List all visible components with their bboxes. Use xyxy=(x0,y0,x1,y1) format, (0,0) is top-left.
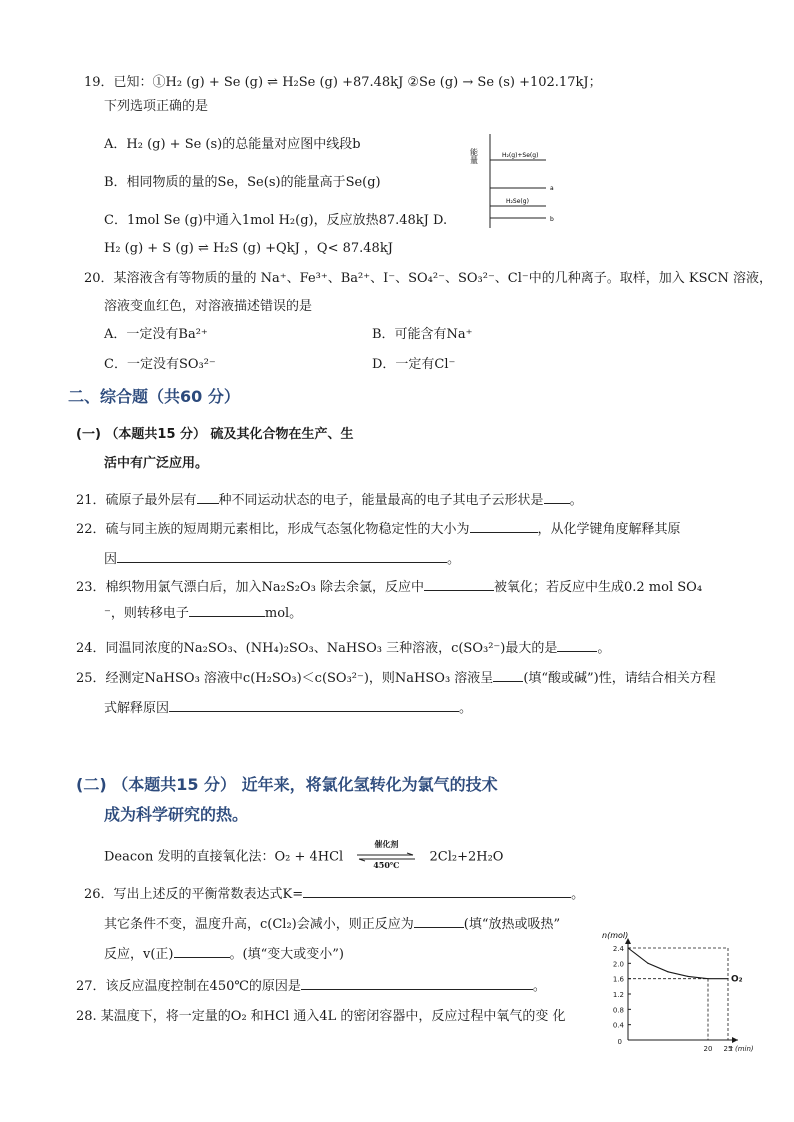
o2-data-point xyxy=(727,978,728,979)
q26-blank-2[interactable] xyxy=(414,914,464,928)
catalyst-label: 催化剂 xyxy=(374,839,399,849)
q19-stem: 19．已知：①H₂ (g) + Se (g) ⇌ H₂Se (g) +87.48kJ ②Se (g) → Se (s) +102.17kJ； xyxy=(84,75,602,90)
temperature-label: 450℃ xyxy=(373,860,400,870)
y-tick-label: 0.8 xyxy=(612,1006,624,1015)
q22-blank-1[interactable] xyxy=(470,519,538,533)
q25: 25．经测定NaHSO₃ 溶液中c(H₂SO₃)＜c(SO₃²⁻)，则NaHSO₃ 溶液呈 (填“酸或碱”)性，请结合相关方程 xyxy=(76,668,716,688)
o2-data-point xyxy=(667,971,668,972)
x-axis-arrow xyxy=(732,1037,738,1043)
o2-amount-graph xyxy=(600,928,754,1053)
q26-blank-3[interactable] xyxy=(174,944,230,958)
o2-data-point xyxy=(627,947,628,948)
q23-blank-2[interactable] xyxy=(189,603,265,617)
q20-option-a: A．一定没有Ba²⁺ xyxy=(104,327,208,342)
y-tick-label: 1.2 xyxy=(612,991,624,999)
level-mid-label: H₂Se(g) xyxy=(506,198,529,205)
q22-cont: 因 。 xyxy=(104,549,460,569)
q19-option-a: A．H₂ (g) + Se (s)的总能量对应图中线段b xyxy=(104,137,361,152)
y-tick-label: 0.4 xyxy=(612,1021,624,1030)
part1-heading: (一) （本题共15 分） 硫及其化合物在生产、生 xyxy=(76,427,354,442)
o2-data-point xyxy=(647,963,648,964)
q27-blank[interactable] xyxy=(301,976,533,990)
q27: 27．该反应温度控制在450℃的原因是 。 xyxy=(76,976,546,996)
q22-blank-2[interactable] xyxy=(117,549,447,563)
part2-heading: (二) （本题共15 分） 近年来，将氯化氢转化为氯气的技术 xyxy=(76,775,498,794)
y-tick-label: 1.6 xyxy=(612,975,624,984)
q24: 24．同温同浓度的Na₂SO₃、(NH₄)₂SO₃、NaHSO₃ 三种溶液，c(SO₃²⁻)最大的是 。 xyxy=(76,638,610,658)
o2-data-point xyxy=(707,978,708,979)
x-axis-label: t (min) xyxy=(730,1045,754,1053)
section-title: 二、综合题（共60 分） xyxy=(68,387,240,406)
q28: 28. 某温度下，将一定量的O₂ 和HCl 通入4L 的密闭容器中，反应过程中氧气的变 化 xyxy=(76,1009,566,1024)
part1-heading-cont: 活中有广泛应用。 xyxy=(104,456,209,471)
o2-data-point xyxy=(687,976,688,977)
equilibrium-arrow xyxy=(355,839,417,870)
x-tick-label: 20 xyxy=(703,1045,713,1053)
q20-option-b: B．可能含有Na⁺ xyxy=(372,327,473,342)
part2-heading-cont: 成为科学研究的热。 xyxy=(104,805,249,824)
q25-blank-2[interactable] xyxy=(169,698,459,712)
q21-blank-2[interactable] xyxy=(544,490,570,504)
q24-blank[interactable] xyxy=(557,638,597,652)
q22: 22．硫与同主族的短周期元素相比，形成气态氢化物稳定性的大小为 ，从化学键角度解释其原 xyxy=(76,519,681,539)
o2-series-line xyxy=(628,948,728,979)
q19-option-b: B．相同物质的量的Se，Se(s)的能量高于Se(g) xyxy=(104,175,381,190)
x-tick-label: 25 xyxy=(723,1045,733,1053)
q20-prompt: 溶液变血红色，对溶液描述错误的是 xyxy=(104,299,313,314)
q23: 23．棉织物用氯气漂白后，加入Na₂S₂O₃ 除去余氯，反应中 被氧化；若反应中生成0.2 mol SO₄ xyxy=(76,577,702,597)
q20-option-d: D．一定有Cl⁻ xyxy=(372,357,456,372)
q25-blank-1[interactable] xyxy=(493,668,523,682)
q26-line2: 其它条件不变，温度升高，c(Cl₂)会减小，则正反应为 (填“放热或吸热” xyxy=(104,914,560,934)
q19-option-d: H₂ (g) + S (g) ⇌ H₂S (g) +QkJ ，Q< 87.48kJ xyxy=(104,241,393,256)
label-a: a xyxy=(550,185,554,192)
label-b: b xyxy=(550,216,554,223)
o2-series-label: O₂ xyxy=(731,974,743,985)
energy-level-diagram xyxy=(469,130,562,230)
energy-axis-label: 能量 xyxy=(469,148,479,164)
q19-prompt: 下列选项正确的是 xyxy=(104,99,209,114)
q25-cont: 式解释原因 。 xyxy=(104,698,472,718)
graph-ylabel: n(mol) xyxy=(602,931,629,940)
q21-blank-1[interactable] xyxy=(197,490,219,504)
origin-label: 0 xyxy=(617,1038,622,1046)
level-top-label: H₂(g)+Se(g) xyxy=(502,152,539,159)
q26-blank-1[interactable] xyxy=(303,884,571,898)
deacon-equation: Deacon 发明的直接氧化法：O₂ + 4HCl 催化剂 450℃ 2Cl₂+2H₂O xyxy=(104,839,504,870)
q20-stem: 20．某溶液含有等物质的量的 Na⁺、Fe³⁺、Ba²⁺、I⁻、SO₄²⁻、SO₃²⁻、Cl⁻中的几种离子。取样，加入 KSCN 溶液， xyxy=(84,271,772,286)
q20-option-c: C．一定没有SO₃²⁻ xyxy=(104,357,216,372)
y-tick-label: 2.0 xyxy=(612,960,624,969)
q23-cont: ⁻，则转移电子 mol。 xyxy=(104,603,302,623)
y-tick-label: 2.4 xyxy=(612,945,624,953)
q23-blank-1[interactable] xyxy=(424,577,494,591)
q19-option-c: C．1mol Se (g)中通入1mol H₂(g)，反应放热87.48kJ D. xyxy=(104,213,448,228)
q21: 21．硫原子最外层有 种不同运动状态的电子，能量最高的电子其电子云形状是 。 xyxy=(76,490,583,510)
q26-line3: 反应，v(正) 。(填“变大或变小”) xyxy=(104,944,344,964)
q26: 26．写出上述反的平衡常数表达式K= 。 xyxy=(84,884,584,904)
